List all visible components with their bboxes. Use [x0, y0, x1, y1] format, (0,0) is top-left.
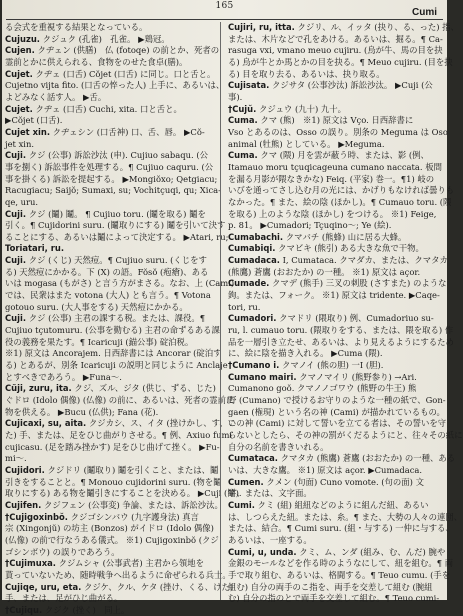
text-line: †Cumano i. クマノイ (熊の胆) 一I (胆).: [228, 360, 384, 371]
text-line: 事).: [228, 91, 243, 102]
text-line: gotouo suru. (大人事をする) 天然痘にかかる。: [5, 301, 188, 312]
text-line: Cumi, u, unda. クミ、ム、ンダ (組み、む、んだ) 腕や: [228, 546, 446, 557]
text-line: Cumadori. クマドリ (隈取り) 例、Cumadoriuo su-: [228, 313, 434, 324]
text-line: Cujidori. クジドリ (鬮取り) 鬮を引くこと、または、鬮: [5, 464, 219, 475]
text-line: Cuji. クジ (鬮) 鬮。 ¶ Cujiuo toru. (鬮を取る) 鬮を: [5, 208, 206, 219]
text-line: Cujet. クヂェ (口舌) Cŏjet (口舌) に同じ。口と舌と。: [5, 68, 216, 79]
text-line: Cujen. クヂェン (供膳) 仏 (fotoqe) の前とか、死者の: [5, 45, 220, 56]
text-line: Cumadaca. I, Cumataca. クマダカ、または、クマタカ: [228, 255, 448, 266]
text-line: †Cujimuxa. クジムシャ (公事武者) 主君から領地を: [5, 558, 204, 569]
text-line: mi〜.: [5, 453, 27, 464]
text-line: Cuji. クジ (公事) 主君の課する税。または、課役。¶: [5, 313, 206, 324]
header-rule: [6, 19, 443, 20]
text-line: (仏像) の前で行なうある儀式。 ※1) Cujigoxinbŏ (クジ: [5, 534, 219, 545]
text-line: Cujiuo tçutomuru. (公事を勤むる) 主君の命ずるある課: [5, 325, 220, 336]
text-line: 品を一層引き立たせ、あるいは、より見えるようにするため: [228, 336, 454, 347]
text-line: る) 目を取り去る、あるいは、抉り取る。: [228, 68, 385, 79]
text-line: 自分の名前を書きいれる。: [228, 441, 329, 452]
text-line: 引く。¶ Cujidorini suru. (鬮取りにする) 鬮を引いて決す: [5, 220, 226, 231]
text-line: Cujet. クヂェ (口舌) Cuchi, xita. 口と舌と。: [5, 103, 182, 114]
text-line: いは mogasa (もがさ) と言う方がまさる。なお、上 (Cami): [5, 278, 235, 289]
dictionary-page: [2, 0, 463, 615]
text-line: る) 天然痘にかかる。下 (X) の語。Fŏsŏ (疱瘡)、ある: [5, 266, 209, 277]
text-line: Cuma. クマ (熊) ※1) 原文は Vço. 日西辞書に: [228, 115, 414, 126]
text-line: なかった。¶ また、絵の陰 (ほかし)。¶ Cumauo toru. (隈: [228, 196, 452, 207]
text-line: Vso とあるのは、Osso の誤り。別条の Meguma は Oso: [228, 126, 448, 137]
text-line: Cumanono goŏ. クマノノゴワウ (熊野の牛王) 熊: [228, 383, 417, 394]
text-line: Cumi. クミ (組) 組紐などのように組んだ紐、あるい: [228, 499, 429, 510]
text-line: とすべきであろう。 ▶Funa〜.: [5, 371, 122, 382]
text-line: では、民衆はまた votona (大人) とも言う。¶ Votona: [5, 290, 211, 301]
text-line: た) 手、または、足をひじ曲がりさせる。¶ 例、Axiuo fumi: [5, 429, 233, 440]
column-divider: [220, 22, 221, 600]
text-line: Cujetno vijta fito. (口舌の悴った人) 上手に、あるいは、: [5, 80, 225, 91]
text-line: Cujicaxi, su, aita. クジカシ、ス、イタ (挫けかし、す、い: [5, 418, 237, 429]
text-line: animal (牡熊) としている。 ▶Meguma.: [228, 138, 385, 149]
text-line: いびを通ってさし込む月の光には、かげりもなければ曇りも: [228, 185, 455, 196]
text-line: 字、または、文字面。: [228, 488, 312, 499]
text-line: む) 自分の指のとで両手を交差して組む。¶ Teuo cumi-: [228, 593, 440, 604]
text-line: 取りにする) ある物を鬮引きにすることを決める。 ▶Cuji (鬮).: [5, 488, 242, 499]
text-line: †Cujiqu. クジク (挫く) 同上。: [5, 604, 130, 615]
text-line: jet xin.: [5, 138, 35, 149]
running-head: Cumi: [412, 7, 437, 18]
text-line: を漏る月影が隈なきかな) Feiq. (平家) 巻一。¶1) 岐の: [228, 173, 435, 184]
text-line: Itamauo moru tçuqicageuna cumano naccata. 板間: [228, 161, 442, 172]
text-line: ※1) 原文は Ancorajem. 日西辞書には Ancorar (碇泊す: [5, 348, 222, 359]
text-line: る) とあるが、別条 Icaricuji の説明と同じように Anclaje: [5, 360, 228, 371]
text-line: 霊前とかに供えられる、食物をのせた食卓(膳)。: [5, 56, 188, 67]
text-line: (熊鷹) 蒼鷹 (おおたか) の一種。 ※1) 原文は açor.: [228, 266, 421, 277]
text-line: Cujisata. クジサタ (公事沙汰) 訴訟沙汰。 ▶Cuji (公: [228, 80, 433, 91]
text-line: Cumade. クマデ (熊手) 三叉の刺股 (さすまた) のような: [228, 278, 447, 289]
text-line: または、木片などで孔をあける。あるいは、掘る。¶ Ca-: [228, 33, 443, 44]
text-line: る) 烏が牛とか馬とかの目を抉る。¶ Meuo cujiru. (目を抉: [228, 56, 453, 67]
text-line: 組む) 自分の両手のこ指を、両手を交差して組む (腕組: [228, 581, 433, 592]
text-line: る会式を重視する結果となっている。: [5, 22, 148, 32]
text-line: 貰っていないため、随時戦争へ出るように命ぜられる兵士。: [5, 569, 231, 580]
text-line: 役の義務を果たす。¶ Icaricuji (錨公事) 碇泊税。: [5, 336, 194, 347]
text-line: または、結合。¶ Cumi suru. (組・与する) 一仲に与する、: [228, 523, 454, 534]
text-line: Toriatari, ru.: [5, 243, 65, 254]
text-line: †Cujŭ. クジュウ (九十) 九十。: [228, 103, 347, 114]
text-line: 事を捌く) 訴訟事件を処理する。¶ Cujiuo caquru. (公: [5, 161, 214, 172]
text-line: Cumataca. クマタカ (熊鷹) 蒼鷹 (おおたか) の一種、ある: [228, 453, 456, 464]
text-line: Cumabiqi. クマビキ (熊引) ある大きな魚で干物。: [228, 243, 424, 254]
text-line: 鉤。または、フォーク。 ※1) 原文は tridente. ▶Caqe-: [228, 290, 440, 301]
text-line: に、絵に陰を描き入れる。 ▶Cuma (隈).: [228, 348, 383, 359]
text-line: ることにする、あるいは鬮によって決定する。 ▶Atari, ru;: [5, 231, 229, 242]
text-line: Cumano mairi. クマノマイリ (熊野参り) →Ari.: [228, 371, 417, 382]
text-line: Cuma. クマ (隈) 月を雲が蔽う時、または、影 (例、: [228, 150, 429, 161]
text-line: を取る) 上のような陰 (ほかし) をつける。 ※1) Feige,: [228, 208, 437, 219]
text-line: Cuji. クジ (公事) 訴訟沙汰 (申). Cujiuo sabaqu. (公: [5, 150, 209, 161]
text-line: よどみなく話す人。 ▶舌。: [5, 91, 107, 102]
text-line: Cuji. クジ (くじ) 天然痘。¶ Cujiuo suru. (くじをす: [5, 255, 207, 266]
text-line: gaen (権現) という名の神 (Cami) が描かれているもの。: [228, 406, 445, 417]
text-line: Cũji, zuru, ita. クジ、ズル、ジタ (供じ、ずる、じた): [5, 383, 216, 394]
text-line: qe, uru.: [5, 196, 39, 207]
text-line: tori, ru.: [228, 301, 261, 312]
text-line: ru, l. cumauo toru. (隈取りをする、または、隈を取る) 作: [228, 325, 454, 336]
page-number: 165: [215, 1, 234, 11]
text-line: Cujiqe, uru, eta. クジケ、クル、ケタ (挫け、くる、けた): [5, 581, 234, 592]
text-line: p. 81。 ▶Cumadori; Tçuqino〜; Ye (絵).: [228, 220, 392, 231]
text-line: この神 (Cami) に対して誓いを立てる者は、その誓いを守: [228, 418, 447, 429]
text-line: rasuga vxi, vmano meuo cujiru. (烏が牛、馬の目を抉: [228, 45, 443, 56]
text-line: Cumabachi. クマバチ (熊蜂) 山に居る大蜂。: [228, 231, 407, 242]
text-line: Cumen. クメン (句面) Cuno vomote. (句の面) 文: [228, 476, 424, 487]
text-line: 手、または、足がひじ曲がる。: [5, 593, 123, 604]
text-line: Cujifen. クジフェン (公事変) 争論、または、訴訟沙汰。: [5, 499, 223, 510]
text-line: 野 (Cumano) で授けるお守りのような一種の紙で、Gon-: [228, 395, 446, 405]
right-column: [228, 22, 463, 604]
text-line: 金銀のモールなどを作る時のようなにして、紐を組む。¶ 両: [228, 558, 454, 569]
text-line: ゴシンボウ) の誤りであろう。: [5, 546, 120, 557]
text-line: Cujiri, ru, itta. クジリ、ル、イッタ (抉り、る、った) 指、: [228, 22, 459, 32]
text-line: らないとしたら、その神の罰がくだるようにと、往々その紙に: [228, 429, 463, 440]
text-line: 手で取り組む、あるいは、格闘する。¶ Teuo cumu. (手を: [228, 569, 451, 580]
text-line: は、しつらえた紐。または、糸。¶ また、大勢の人々の連団、: [228, 511, 463, 522]
text-line: 宗 (Xingonjŭ) の坊主 (Bonzos) がイドロ (Idolo 偶像): [5, 523, 214, 534]
text-line: Racugiacu; Saijŏ; Sumaxi, su; Vochitçuqi, qu; Xica-: [5, 185, 221, 196]
text-line: 物を供える。 ▶Bucu (仏供); Fana (花).: [5, 406, 159, 417]
text-line: あるいは、一座する。: [228, 534, 312, 545]
text-line: cujicasu. (足を踏み挫かす) 足をひじ曲げて挫く。 ▶Fu-: [5, 441, 220, 452]
text-line: †Cujigoxinbŏ. クジゴシンバウ (九字護身法) 真言: [5, 511, 199, 522]
text-line: ▶Cŏjet (口舌).: [5, 115, 63, 126]
text-line: いは、大きな鷹。 ※1) 原文は açor. ▶Cumadaca.: [228, 464, 423, 475]
text-line: 事を掛くる) 訴訟を提起する。 ▶Mongiŏxo; Qetgiacu;: [5, 173, 218, 184]
text-line: Cujet xin. クヂェシン (口舌神) 口、舌、唇。 ▶Cŏ-: [5, 126, 205, 137]
left-column: [5, 22, 242, 615]
text-line: 引きをすることと。¶ Monouo cujidorini suru. (物を鬮: [5, 476, 222, 487]
text-line: Cujuzu. クジュク (孔雀) 孔雀。 ▶鶏冠。: [5, 33, 170, 44]
text-line: ぐドロ (Idolo 偶像) (仏像) の前に、あるいは、死者の霊前に: [5, 395, 235, 405]
